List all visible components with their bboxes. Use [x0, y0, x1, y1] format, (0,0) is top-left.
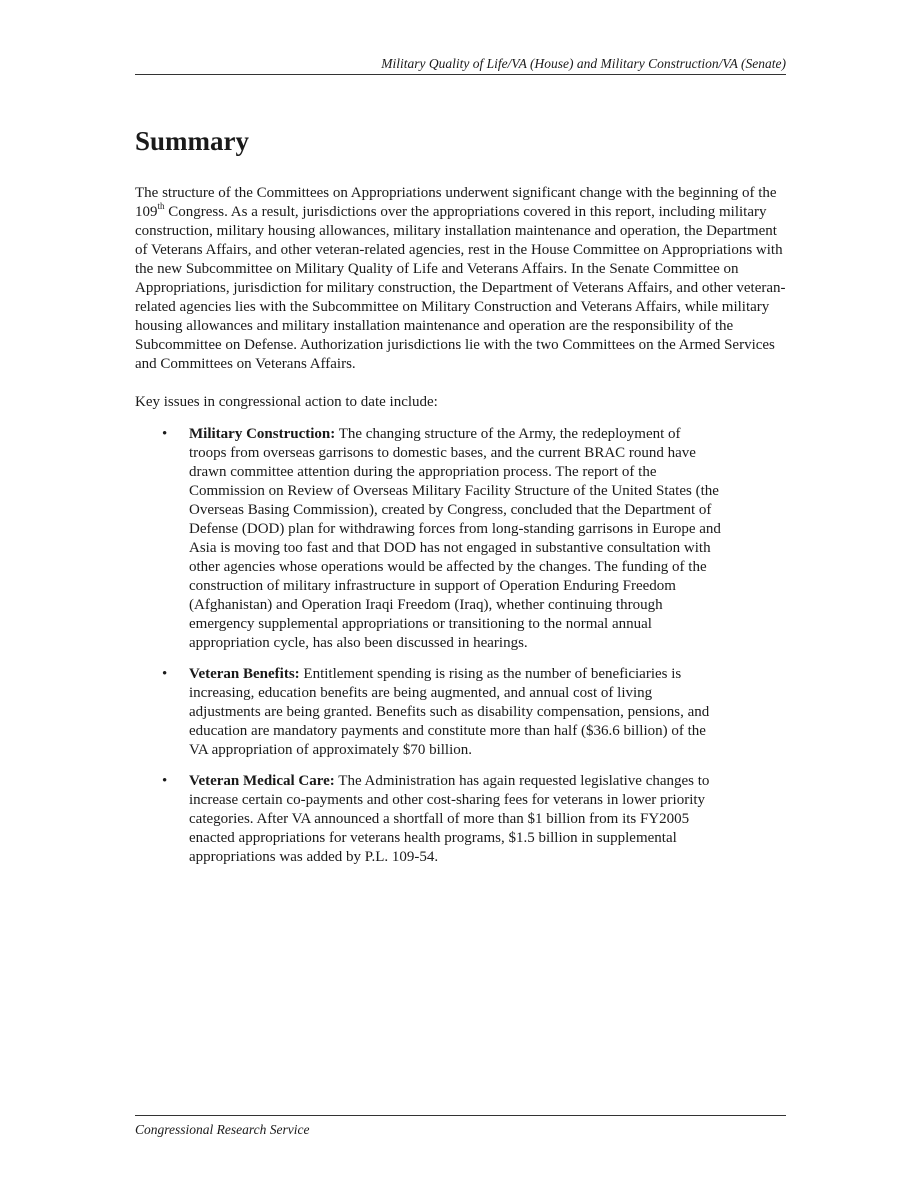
- list-item: [135, 665, 721, 760]
- intro-text-part2: Congress. As a result, jurisdictions over the appropriations covered in this report, including military construction, military housing allowances, military installation maintenance and operation, the Department of Veterans Affairs, and other veteran-related agencies, rest in the House Committee on Appropriations with the new Subcommittee on Military Quality of Life and Veterans Affairs. In the Senate Committee on Appropriations, jurisdiction for military construction, the Department of Veterans Affairs, and other veteran-related agencies lies with the Subcommittee on Military Construction and Veterans Affairs, while military housing allowances and military installation maintenance and operation are the responsibility of the Subcommittee on Defense. Authorization jurisdictions lie with the two Committees on the Armed Services and Committees on Veterans Affairs.: [135, 204, 786, 372]
- issue-text: Entitlement spending is rising as the number of beneficiaries is increasing, education benefits are being augmented, and annual cost of living adjustments are being granted. Benefits such as disability compensation, pensions, and education are mandatory payments and constitute more than half ($36.6 billion) of the VA appropriation of approximately $70 billion.: [189, 666, 710, 758]
- running-footer: [135, 1115, 786, 1138]
- key-issues-list: [135, 425, 786, 867]
- issue-title: Veteran Benefits:: [189, 666, 300, 682]
- key-issues-intro: Key issues in congressional action to date include:: [135, 394, 438, 410]
- list-item: [135, 772, 721, 867]
- main-content: [135, 124, 786, 879]
- issue-text: The Administration has again requested legislative changes to increase certain co-payments and other cost-sharing fees for veterans in lower priority categories. After VA announced a shortfall of more than $1 billion from its FY2005 enacted appropriations for veterans health programs, $1.5 billion in supplemental appropriations was added by P.L. 109-54.: [189, 773, 710, 865]
- bullet-icon: •: [162, 773, 168, 789]
- footer-organization: Congressional Research Service: [135, 1122, 310, 1137]
- summary-heading: Summary: [135, 126, 249, 156]
- issue-title: Military Construction:: [189, 426, 336, 442]
- bullet-icon: •: [162, 426, 168, 442]
- running-header: [135, 55, 786, 75]
- issue-title: Veteran Medical Care:: [189, 773, 335, 789]
- intro-text-part1: The structure of the Committees on Appropriations underwent significant change with the beginning of the 109: [135, 185, 777, 220]
- running-header-title: Military Quality of Life/VA (House) and Military Construction/VA (Senate): [381, 56, 786, 71]
- ordinal-superscript: th: [157, 201, 165, 211]
- summary-intro-paragraph: [135, 184, 786, 374]
- list-item: [135, 425, 721, 653]
- issue-text: The changing structure of the Army, the redeployment of troops from overseas garrisons to domestic bases, and the current BRAC round have drawn committee attention during the appropriation process. The report of the Commission on Review of Overseas Military Facility Structure of the United States (the Overseas Basing Commission), created by Congress, concluded that the Department of Defense (DOD) plan for withdrawing forces from long-standing garrisons in Europe and Asia is moving too fast and that DOD has not engaged in substantive consultation with other agencies whose operations would be affected by the changes. The funding of the construction of military infrastructure in support of Operation Enduring Freedom (Afghanistan) and Operation Iraqi Freedom (Iraq), whether continuing through emergency supplemental appropriations or transitioning to the normal annual appropriation cycle, has also been discussed in hearings.: [189, 426, 721, 651]
- bullet-icon: •: [162, 666, 168, 682]
